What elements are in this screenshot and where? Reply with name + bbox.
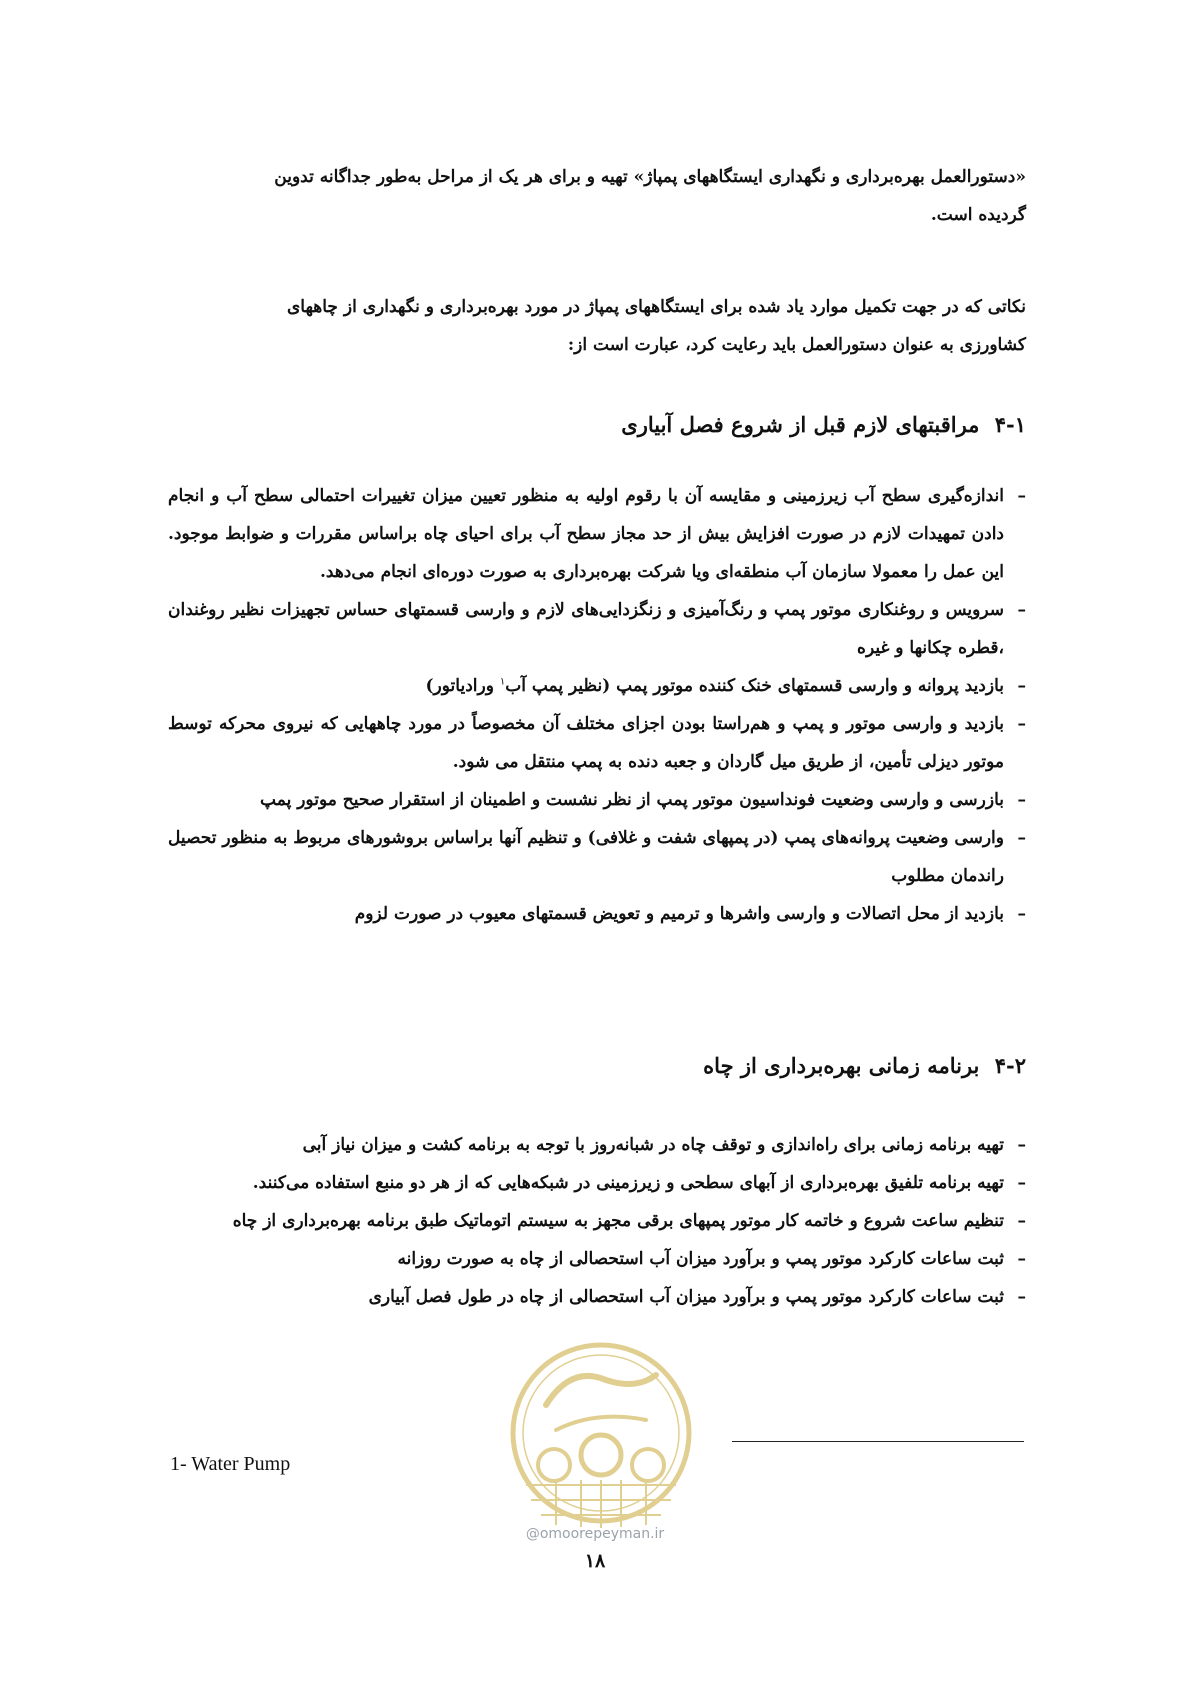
list-item: – تهیه برنامه زمانی برای راه‌اندازی و توقف چاه در شبانه‌روز با توجه به برنامه کشت و میزان نیاز آبی: [302, 1135, 1026, 1155]
notes-line-2: کشاورزی به عنوان دستورالعمل باید رعایت کرد، عبارت است از:: [567, 335, 1026, 355]
list-item: – تنظیم ساعت شروع و خاتمه کار موتور پمپهای برقی مجهز به سیستم اتوماتیک طبق برنامه بهره‌برداری از چاه: [232, 1211, 1026, 1231]
footnote-divider: [732, 1441, 1024, 1442]
section-2-heading: [703, 1053, 1026, 1078]
list-item: – ثبت ساعات کارکرد موتور پمپ و برآورد میزان آب استحصالی از چاه به صورت روزانه: [397, 1249, 1026, 1269]
list-item: – بازدید پروانه و وارسی قسمتهای خنک کننده موتور پمپ (نظیر پمپ آب$^۱$ ورادیاتور): [425, 676, 1026, 696]
page-number: ۱۸: [584, 1550, 606, 1572]
section-1-title: مراقبتهای لازم قبل از شروع فصل آبیاری: [621, 412, 980, 437]
section-1-list: [168, 477, 1026, 933]
watermark-site: @omoorepeyman.ir: [525, 1526, 665, 1542]
notes-line-1: نکاتی که در جهت تکمیل موارد یاد شده برای ایستگاههای پمپاژ در مورد بهره‌برداری و نگهداری از چاههای: [286, 297, 1026, 317]
section-1-number: ۴-۱: [994, 412, 1026, 437]
notes-paragraph: [170, 288, 1026, 364]
footnote-ref: ۱: [499, 676, 506, 688]
intro-line-2: گردیده است.: [930, 205, 1026, 225]
list-item: – وارسی وضعیت پروانه‌های پمپ (در پمپهای شفت و غلافی) و تنظیم آنها براساس بروشورهای مربوط به منظور تحصیل راندمان مطلوب: [168, 828, 1026, 886]
list-item: – بازرسی و وارسی وضعیت فونداسیون موتور پمپ از نظر نشست و اطمینان از استقرار صحیح موتور پمپ: [260, 790, 1026, 810]
list-item: – ثبت ساعات کارکرد موتور پمپ و برآورد میزان آب استحصالی از چاه در طول فصل آبیاری: [368, 1287, 1026, 1307]
list-item: – اندازه‌گیری سطح آب زیرزمینی و مقایسه آن با رقوم اولیه به منظور تعیین میزان تغییرات احتمالی سطح آب و انجام دادن تمهیدات لازم در صورت افزایش بیش از حد مجاز سطح آب برای احیای چاه براساس مقررات و ضوابط موجود. این عمل را معمولا سازمان آب منطقه‌ای ویا شرکت بهره‌برداری به صورت دوره‌ای انجام می‌دهد.: [168, 486, 1026, 582]
section-2-number: ۴-۲: [994, 1053, 1026, 1078]
section-2-title: برنامه زمانی بهره‌برداری از چاه: [703, 1053, 980, 1078]
list-item: – بازدید از محل اتصالات و وارسی واشرها و ترمیم و تعویض قسمتهای معیوب در صورت لزوم: [354, 904, 1026, 924]
list-item: – بازدید و وارسی موتور و پمپ و هم‌راستا بودن اجزای مختلف آن مخصوصاً در مورد چاههایی که نیروی محرکه توسط موتور دیزلی تأمین، از طریق میل گاردان و جعبه دنده به پمپ منتقل می شود.: [168, 714, 1026, 772]
intro-paragraph: [170, 158, 1026, 234]
watermark-logo: [486, 1335, 716, 1540]
section-2-list: [168, 1126, 1026, 1316]
list-item: – تهیه برنامه تلفیق بهره‌برداری از آبهای سطحی و زیرزمینی در شبکه‌هایی که از هر دو منبع استفاده می‌کنند.: [252, 1173, 1026, 1193]
section-1-heading: [621, 412, 1026, 437]
footnote-text: 1- Water Pump: [170, 1453, 291, 1475]
list-item: – سرویس و روغنکاری موتور پمپ و رنگ‌آمیزی و زنگزدایی‌های لازم و وارسی قسمتهای حساس تجهیزات نظیر روغندان ،قطره چکانها و غیره: [168, 600, 1026, 658]
intro-line-1: «دستورالعمل بهره‌برداری و نگهداری ایستگاههای پمپاژ» تهیه و برای هر یک از مراحل به‌طور جداگانه تدوین: [274, 167, 1026, 187]
